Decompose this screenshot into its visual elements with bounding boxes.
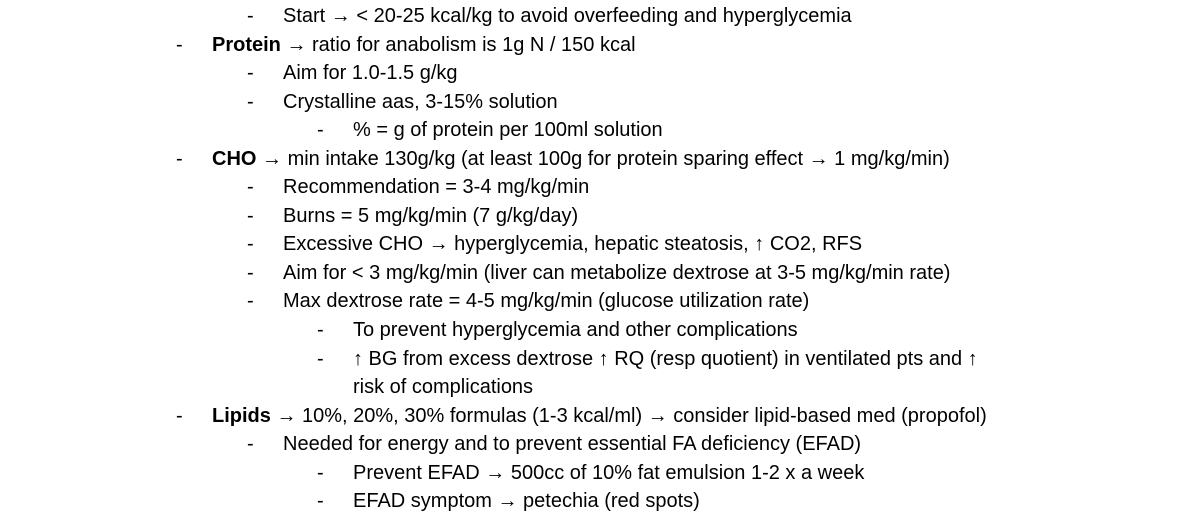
line-text xyxy=(212,402,987,431)
line-text: EFAD symptom → petechia (red spots) xyxy=(353,490,700,512)
section-heading: Protein xyxy=(212,34,281,56)
bullet-dash: - xyxy=(317,462,324,484)
bullet-dash: - xyxy=(317,348,324,370)
bullet-dash: - xyxy=(176,34,183,56)
bullet-dash: - xyxy=(247,433,254,455)
bullet-dash: - xyxy=(176,405,183,427)
line-text: Prevent EFAD → 500cc of 10% fat emulsion 1-2 x a week xyxy=(353,462,865,484)
line-text: Start → < 20-25 kcal/kg to avoid overfeeding and hyperglycemia xyxy=(283,5,852,27)
section-heading: Lipids xyxy=(212,405,271,427)
bullet-dash: - xyxy=(247,262,254,284)
line-text: Max dextrose rate = 4-5 mg/kg/min (glucose utilization rate) xyxy=(283,290,810,312)
bullet-dash: - xyxy=(247,91,254,113)
bullet-dash: - xyxy=(317,319,324,341)
line-text: ↑ BG from excess dextrose ↑ RQ (resp quotient) in ventilated pts and ↑ xyxy=(353,348,978,370)
bullet-dash: - xyxy=(247,62,254,84)
bullet-dash: - xyxy=(317,119,324,141)
bullet-dash: - xyxy=(247,233,254,255)
line-text: Aim for 1.0-1.5 g/kg xyxy=(283,62,458,84)
line-text: Needed for energy and to prevent essential FA deficiency (EFAD) xyxy=(283,433,862,455)
bullet-dash: - xyxy=(176,148,183,170)
bullet-dash: - xyxy=(247,176,254,198)
line-text: risk of complications xyxy=(353,376,534,398)
line-text xyxy=(212,145,950,174)
section-heading: CHO xyxy=(212,148,257,170)
line-text: % = g of protein per 100ml solution xyxy=(353,119,663,141)
bullet-dash: - xyxy=(247,205,254,227)
line-text: Recommendation = 3-4 mg/kg/min xyxy=(283,176,590,198)
line-text: To prevent hyperglycemia and other complications xyxy=(353,319,798,341)
section-text: → min intake 130g/kg (at least 100g for protein sparing effect → 1 mg/kg/min) xyxy=(256,148,950,170)
bullet-dash: - xyxy=(317,490,324,512)
section-text: → ratio for anabolism is 1g N / 150 kcal xyxy=(280,34,636,56)
line-text: Burns = 5 mg/kg/min (7 g/kg/day) xyxy=(283,205,579,227)
line-text: Crystalline aas, 3-15% solution xyxy=(283,91,558,113)
section-text: → 10%, 20%, 30% formulas (1-3 kcal/ml) → consider lipid-based med (propofol) xyxy=(270,405,987,427)
bullet-dash: - xyxy=(247,290,254,312)
line-text: Excessive CHO → hyperglycemia, hepatic steatosis, ↑ CO2, RFS xyxy=(283,233,863,255)
line-text xyxy=(212,31,636,60)
bullet-dash: - xyxy=(247,5,254,27)
line-text: Aim for < 3 mg/kg/min (liver can metabolize dextrose at 3-5 mg/kg/min rate) xyxy=(283,262,951,284)
